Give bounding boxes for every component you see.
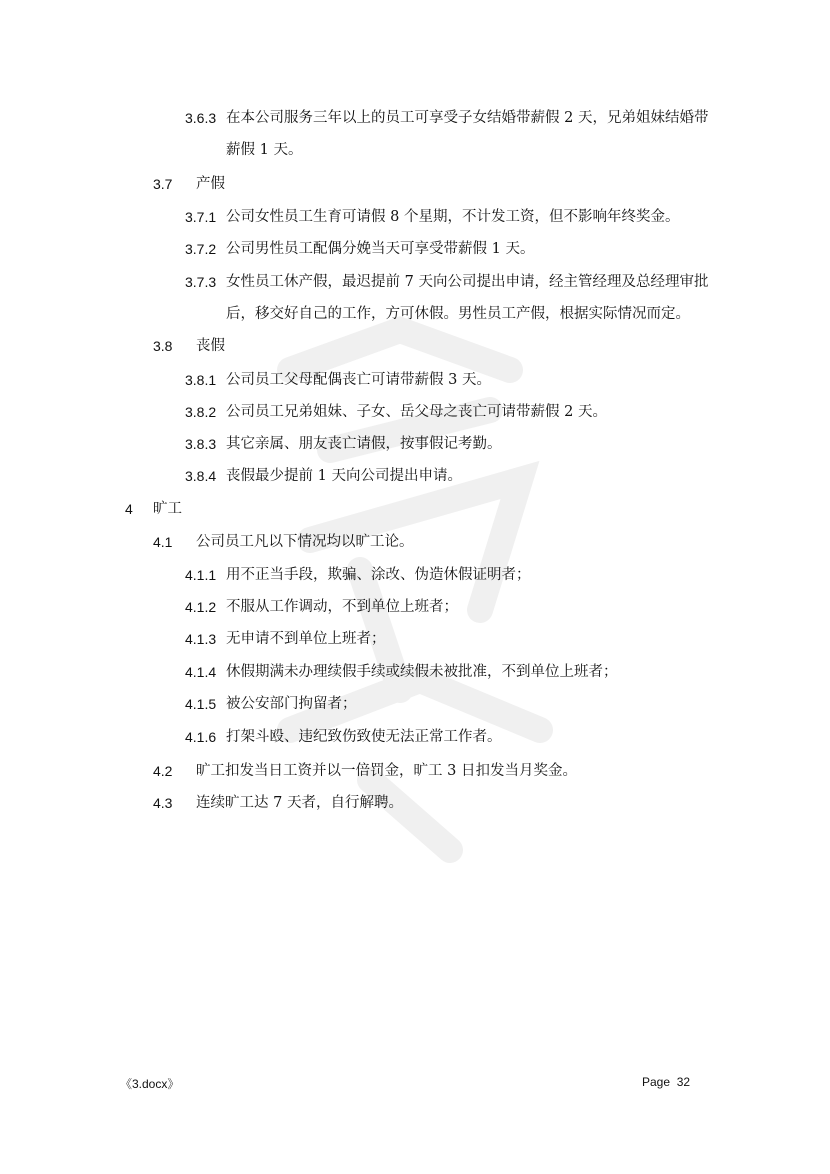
section-number: 4.1 (153, 534, 173, 550)
clause-number: 4.1.6 (185, 729, 217, 745)
clause-number: 3.7.1 (185, 209, 217, 225)
clause-text: 公司员工兄弟姐妹、子女、岳父母之丧亡可请带薪假 2 天。 (226, 404, 607, 420)
clause-number: 3.8.1 (185, 372, 217, 388)
section-text: 公司员工凡以下情况均以旷工论。 (196, 534, 414, 550)
clause-text: 无申请不到单位上班者； (226, 631, 386, 647)
clause-text: 公司女性员工生育可请假 8 个星期，不计发工资，但不影响年终奖金。 (226, 209, 680, 225)
section-text: 连续旷工达 7 天者，自行解聘。 (196, 795, 403, 811)
section-heading: 丧假 (196, 338, 225, 354)
chapter-number: 4 (125, 501, 133, 517)
clause-text: 其它亲属、朋友丧亡请假，按事假记考勤。 (226, 436, 502, 452)
clause-text: 休假期满未办理续假手续或续假未被批准，不到单位上班者； (226, 664, 618, 680)
clause-number: 4.1.4 (185, 664, 217, 680)
footer-page-number: Page 32 (642, 1075, 691, 1089)
section-number: 3.7 (153, 176, 173, 192)
clause-text: 不服从工作调动，不到单位上班者； (226, 599, 458, 615)
clause-text: 被公安部门拘留者； (226, 696, 357, 712)
clause-text: 公司男性员工配偶分娩当天可享受带薪假 1 天。 (226, 241, 535, 257)
clause-number: 3.8.3 (185, 436, 217, 452)
section-heading: 产假 (196, 176, 225, 192)
clause-number: 4.1.3 (185, 631, 217, 647)
section-number: 4.3 (153, 795, 173, 811)
chapter-heading: 旷工 (153, 501, 182, 517)
clause-text: 后，移交好自己的工作，方可休假。男性员工产假，根据实际情况而定。 (226, 306, 690, 322)
watermark-graphic (250, 310, 580, 870)
clause-text: 公司员工父母配偶丧亡可请带薪假 3 天。 (226, 372, 491, 388)
footer-filename: 《3.docx》 (120, 1077, 180, 1091)
section-text: 旷工扣发当日工资并以一倍罚金，旷工 3 日扣发当月奖金。 (196, 763, 577, 779)
clause-number: 3.8.4 (185, 468, 217, 484)
clause-number: 3.7.2 (185, 241, 217, 257)
clause-text: 丧假最少提前 1 天向公司提出申请。 (226, 468, 462, 484)
clause-number: 3.8.2 (185, 404, 217, 420)
section-number: 3.8 (153, 338, 173, 354)
clause-number: 4.1.2 (185, 599, 217, 615)
section-number: 4.2 (153, 763, 173, 779)
clause-number: 4.1.5 (185, 696, 217, 712)
clause-text: 薪假 1 天。 (226, 142, 303, 158)
clause-number: 4.1.1 (185, 567, 217, 583)
clause-text: 女性员工休产假，最迟提前 7 天向公司提出申请，经主管经理及总经理审批 (226, 274, 709, 290)
clause-text: 打架斗殴、违纪致伤致使无法正常工作者。 (226, 729, 502, 745)
clause-text: 在本公司服务三年以上的员工可享受子女结婚带薪假 2 天，兄弟姐妹结婚带 (226, 110, 709, 126)
clause-text: 用不正当手段，欺骗、涂改、伪造休假证明者； (226, 567, 531, 583)
clause-number: 3.6.3 (185, 110, 217, 126)
clause-number: 3.7.3 (185, 274, 217, 290)
